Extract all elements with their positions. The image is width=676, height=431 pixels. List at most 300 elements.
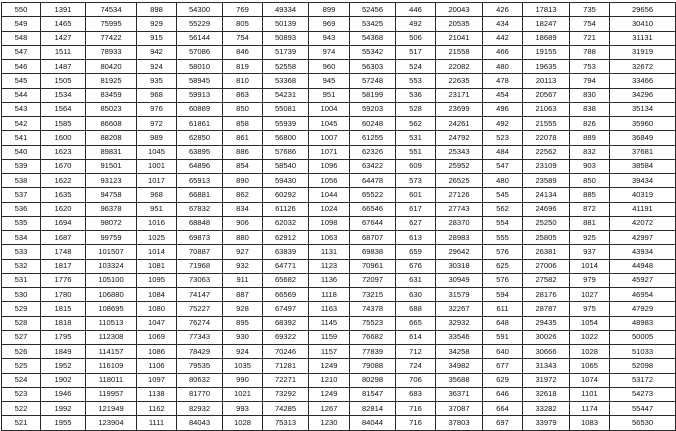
table-cell: 27582 <box>523 273 570 287</box>
table-cell: 61126 <box>263 202 309 216</box>
table-cell: 24696 <box>523 202 570 216</box>
table-cell: 23699 <box>436 102 483 116</box>
table-cell: 1902 <box>41 373 86 387</box>
table-cell: 544 <box>2 88 41 102</box>
table-cell: 1780 <box>41 288 86 302</box>
table-cell: 1084 <box>137 288 177 302</box>
table-cell: 541 <box>2 131 41 145</box>
table-cell: 524 <box>2 373 41 387</box>
table-cell: 32267 <box>436 302 483 316</box>
table-cell: 609 <box>396 159 436 173</box>
table-cell: 64896 <box>177 159 223 173</box>
table-cell: 25343 <box>436 145 483 159</box>
table-cell: 56303 <box>350 60 396 74</box>
table-cell: 895 <box>223 316 263 330</box>
table-cell: 55229 <box>177 17 223 31</box>
table-row <box>2 387 676 401</box>
table-cell: 101507 <box>86 245 137 259</box>
table-cell: 1670 <box>41 159 86 173</box>
table-cell: 1600 <box>41 131 86 145</box>
table-cell: 23171 <box>436 88 483 102</box>
table-cell: 627 <box>396 216 436 230</box>
table-cell: 951 <box>137 202 177 216</box>
table-cell: 484 <box>483 145 523 159</box>
table-cell: 832 <box>570 145 610 159</box>
table-cell: 925 <box>570 231 610 245</box>
table-cell: 30026 <box>523 330 570 344</box>
table-cell: 976 <box>137 102 177 116</box>
table-cell: 1748 <box>41 245 86 259</box>
table-cell: 826 <box>570 117 610 131</box>
table-cell: 22082 <box>436 60 483 74</box>
table-cell: 1136 <box>309 273 350 287</box>
table-cell: 60292 <box>263 188 309 202</box>
table-cell: 706 <box>396 373 436 387</box>
table-cell: 74378 <box>350 302 396 316</box>
table-cell: 525 <box>2 359 41 373</box>
table-cell: 108695 <box>86 302 137 316</box>
table-row <box>2 145 676 159</box>
table-cell: 80298 <box>350 373 396 387</box>
table-cell: 903 <box>570 159 610 173</box>
table-cell: 968 <box>137 88 177 102</box>
table-cell: 1065 <box>570 359 610 373</box>
table-cell: 562 <box>396 117 436 131</box>
table-cell: 850 <box>223 102 263 116</box>
table-cell: 73292 <box>263 387 309 401</box>
table-cell: 496 <box>483 102 523 116</box>
table-cell: 554 <box>483 216 523 230</box>
table-cell: 688 <box>396 302 436 316</box>
table-cell: 898 <box>137 3 177 17</box>
table-cell: 51739 <box>263 45 309 59</box>
table-cell: 1849 <box>41 345 86 359</box>
table-cell: 103324 <box>86 259 137 273</box>
table-cell: 506 <box>396 31 436 45</box>
table-row <box>2 288 676 302</box>
table-cell: 18247 <box>523 17 570 31</box>
table-cell: 33466 <box>610 74 676 88</box>
table-cell: 863 <box>223 88 263 102</box>
table-cell: 42072 <box>610 216 676 230</box>
table-cell: 45927 <box>610 273 676 287</box>
table-cell: 56530 <box>610 416 676 430</box>
table-cell: 106880 <box>86 288 137 302</box>
table-cell: 33282 <box>523 402 570 416</box>
table-cell: 960 <box>309 60 350 74</box>
table-cell: 77839 <box>350 345 396 359</box>
table-cell: 52098 <box>610 359 676 373</box>
table-cell: 81547 <box>350 387 396 401</box>
table-cell: 1045 <box>137 145 177 159</box>
table-row <box>2 373 676 387</box>
table-cell: 50893 <box>263 31 309 45</box>
table-cell: 551 <box>396 145 436 159</box>
table-cell: 66881 <box>177 188 223 202</box>
table-cell: 44948 <box>610 259 676 273</box>
table-row <box>2 159 676 173</box>
table-cell: 676 <box>396 259 436 273</box>
table-cell: 426 <box>483 3 523 17</box>
table-cell: 59913 <box>177 88 223 102</box>
table-cell: 28370 <box>436 216 483 230</box>
table-row <box>2 259 676 273</box>
table-cell: 57086 <box>177 45 223 59</box>
table-cell: 50005 <box>610 330 676 344</box>
table-cell: 555 <box>483 231 523 245</box>
table-cell: 105100 <box>86 273 137 287</box>
table-row <box>2 117 676 131</box>
table-cell: 62032 <box>263 216 309 230</box>
table-cell: 22562 <box>523 145 570 159</box>
table-cell: 91501 <box>86 159 137 173</box>
table-cell: 521 <box>2 416 41 430</box>
table-cell: 56144 <box>177 31 223 45</box>
table-cell: 88208 <box>86 131 137 145</box>
table-cell: 75313 <box>263 416 309 430</box>
table-cell: 83459 <box>86 88 137 102</box>
table-cell: 65522 <box>350 188 396 202</box>
table-cell: 665 <box>396 316 436 330</box>
table-cell: 1016 <box>137 216 177 230</box>
table-cell: 434 <box>483 17 523 31</box>
table-cell: 788 <box>570 45 610 59</box>
table-cell: 65913 <box>177 174 223 188</box>
table-cell: 85023 <box>86 102 137 116</box>
table-cell: 531 <box>396 131 436 145</box>
table-cell: 1047 <box>137 316 177 330</box>
table-cell: 75995 <box>86 17 137 31</box>
table-cell: 1101 <box>570 387 610 401</box>
table-cell: 58199 <box>350 88 396 102</box>
table-cell: 880 <box>223 231 263 245</box>
table-cell: 59203 <box>350 102 396 116</box>
table-cell: 1157 <box>309 345 350 359</box>
table-cell: 1817 <box>41 259 86 273</box>
table-cell: 721 <box>570 31 610 45</box>
table-cell: 648 <box>483 316 523 330</box>
table-cell: 27126 <box>436 188 483 202</box>
table-cell: 58010 <box>177 60 223 74</box>
table-cell: 74534 <box>86 3 137 17</box>
table-cell: 33979 <box>523 416 570 430</box>
table-cell: 84044 <box>350 416 396 430</box>
table-cell: 1505 <box>41 74 86 88</box>
table-cell: 601 <box>396 188 436 202</box>
table-cell: 534 <box>2 231 41 245</box>
table-cell: 1622 <box>41 174 86 188</box>
table-cell: 724 <box>396 359 436 373</box>
table-cell: 26381 <box>523 245 570 259</box>
table-cell: 94758 <box>86 188 137 202</box>
table-cell: 542 <box>2 117 41 131</box>
table-cell: 617 <box>396 202 436 216</box>
table-cell: 53172 <box>610 373 676 387</box>
table-cell: 79535 <box>177 359 223 373</box>
table-cell: 34258 <box>436 345 483 359</box>
table-row <box>2 245 676 259</box>
table-cell: 1795 <box>41 330 86 344</box>
table-row <box>2 273 676 287</box>
table-cell: 25805 <box>523 231 570 245</box>
table-cell: 36849 <box>610 131 676 145</box>
table-cell: 573 <box>396 174 436 188</box>
table-cell: 27743 <box>436 202 483 216</box>
table-cell: 80420 <box>86 60 137 74</box>
table-cell: 116109 <box>86 359 137 373</box>
table-cell: 17813 <box>523 3 570 17</box>
table-cell: 32618 <box>523 387 570 401</box>
table-row <box>2 202 676 216</box>
table-cell: 49334 <box>263 3 309 17</box>
table-cell: 529 <box>2 302 41 316</box>
table-cell: 63895 <box>177 145 223 159</box>
table-cell: 72097 <box>350 273 396 287</box>
table-cell: 25952 <box>436 159 483 173</box>
score-table <box>1 2 676 431</box>
table-row <box>2 345 676 359</box>
table-cell: 31579 <box>436 288 483 302</box>
table-cell: 819 <box>223 60 263 74</box>
table-cell: 60889 <box>177 102 223 116</box>
table-cell: 543 <box>2 102 41 116</box>
table-cell: 31919 <box>610 45 676 59</box>
table-cell: 576 <box>483 245 523 259</box>
table-cell: 594 <box>483 288 523 302</box>
table-cell: 1955 <box>41 416 86 430</box>
table-cell: 546 <box>2 60 41 74</box>
table-cell: 78429 <box>177 345 223 359</box>
table-cell: 30949 <box>436 273 483 287</box>
table-cell: 972 <box>137 117 177 131</box>
table-cell: 753 <box>570 60 610 74</box>
table-cell: 535 <box>2 216 41 230</box>
table-cell: 1123 <box>309 259 350 273</box>
table-cell: 993 <box>223 402 263 416</box>
table-cell: 805 <box>223 17 263 31</box>
table-cell: 71281 <box>263 359 309 373</box>
table-cell: 539 <box>2 159 41 173</box>
table-cell: 480 <box>483 174 523 188</box>
table-cell: 858 <box>223 117 263 131</box>
table-cell: 990 <box>223 373 263 387</box>
table-cell: 65682 <box>263 273 309 287</box>
table-cell: 442 <box>483 31 523 45</box>
table-cell: 1952 <box>41 359 86 373</box>
table-cell: 646 <box>483 387 523 401</box>
table-cell: 659 <box>396 245 436 259</box>
table-cell: 32672 <box>610 60 676 74</box>
table-cell: 1069 <box>137 330 177 344</box>
table-cell: 872 <box>570 202 610 216</box>
table-cell: 70887 <box>177 245 223 259</box>
table-cell: 1564 <box>41 102 86 116</box>
table-cell: 1159 <box>309 330 350 344</box>
table-cell: 24792 <box>436 131 483 145</box>
table-cell: 924 <box>223 345 263 359</box>
table-cell: 536 <box>2 202 41 216</box>
table-cell: 58945 <box>177 74 223 88</box>
table-cell: 1230 <box>309 416 350 430</box>
table-cell: 32932 <box>436 316 483 330</box>
table-cell: 523 <box>2 387 41 401</box>
table-cell: 932 <box>223 259 263 273</box>
table-cell: 64771 <box>263 259 309 273</box>
table-cell: 62850 <box>177 131 223 145</box>
table-cell: 1022 <box>570 330 610 344</box>
table-cell: 664 <box>483 402 523 416</box>
table-row <box>2 316 676 330</box>
table-cell: 1249 <box>309 387 350 401</box>
table-cell: 22635 <box>436 74 483 88</box>
table-cell: 37087 <box>436 402 483 416</box>
table-cell: 526 <box>2 345 41 359</box>
table-cell: 37803 <box>436 416 483 430</box>
table-row <box>2 102 676 116</box>
table-cell: 70246 <box>263 345 309 359</box>
table-cell: 1267 <box>309 402 350 416</box>
table-cell: 80632 <box>177 373 223 387</box>
table-row <box>2 231 676 245</box>
table-cell: 1086 <box>137 345 177 359</box>
table-cell: 528 <box>2 316 41 330</box>
table-cell: 974 <box>309 45 350 59</box>
table-row <box>2 45 676 59</box>
table-cell: 118011 <box>86 373 137 387</box>
table-cell: 69322 <box>263 330 309 344</box>
table-cell: 23109 <box>523 159 570 173</box>
table-cell: 1007 <box>309 131 350 145</box>
table-cell: 989 <box>137 131 177 145</box>
table-cell: 754 <box>223 31 263 45</box>
table-cell: 28176 <box>523 288 570 302</box>
table-row <box>2 174 676 188</box>
table-cell: 79088 <box>350 359 396 373</box>
table-row <box>2 3 676 17</box>
table-cell: 906 <box>223 216 263 230</box>
table-cell: 121949 <box>86 402 137 416</box>
table-cell: 975 <box>570 302 610 316</box>
table-cell: 54273 <box>610 387 676 401</box>
table-cell: 527 <box>2 330 41 344</box>
table-cell: 73215 <box>350 288 396 302</box>
table-cell: 1163 <box>309 302 350 316</box>
table-cell: 889 <box>570 131 610 145</box>
table-cell: 53368 <box>263 74 309 88</box>
table-row <box>2 330 676 344</box>
table-cell: 1054 <box>570 316 610 330</box>
table-cell: 81770 <box>177 387 223 401</box>
table-cell: 899 <box>309 3 350 17</box>
table-cell: 19635 <box>523 60 570 74</box>
table-row <box>2 31 676 45</box>
table-row <box>2 188 676 202</box>
table-cell: 712 <box>396 345 436 359</box>
table-cell: 1427 <box>41 31 86 45</box>
table-cell: 39434 <box>610 174 676 188</box>
table-cell: 1014 <box>570 259 610 273</box>
table-cell: 1096 <box>309 159 350 173</box>
table-cell: 51033 <box>610 345 676 359</box>
table-cell: 70961 <box>350 259 396 273</box>
table-cell: 75227 <box>177 302 223 316</box>
table-cell: 56800 <box>263 131 309 145</box>
table-cell: 21555 <box>523 117 570 131</box>
table-cell: 1818 <box>41 316 86 330</box>
table-cell: 67644 <box>350 216 396 230</box>
table-cell: 74147 <box>177 288 223 302</box>
table-cell: 21558 <box>436 45 483 59</box>
table-cell: 66569 <box>263 288 309 302</box>
table-cell: 1027 <box>570 288 610 302</box>
table-cell: 61255 <box>350 131 396 145</box>
table-cell: 123904 <box>86 416 137 430</box>
table-cell: 55081 <box>263 102 309 116</box>
table-cell: 46954 <box>610 288 676 302</box>
table-body <box>2 3 676 431</box>
table-row <box>2 131 676 145</box>
table-cell: 55939 <box>263 117 309 131</box>
table-cell: 62912 <box>263 231 309 245</box>
table-cell: 887 <box>223 288 263 302</box>
table-cell: 98072 <box>86 216 137 230</box>
table-cell: 881 <box>570 216 610 230</box>
table-cell: 20535 <box>436 17 483 31</box>
table-cell: 67832 <box>177 202 223 216</box>
table-cell: 48983 <box>610 316 676 330</box>
table-cell: 677 <box>483 359 523 373</box>
table-cell: 1071 <box>309 145 350 159</box>
table-cell: 1017 <box>137 174 177 188</box>
table-cell: 550 <box>2 3 41 17</box>
table-cell: 1025 <box>137 231 177 245</box>
table-row <box>2 216 676 230</box>
table-cell: 716 <box>396 416 436 430</box>
table-cell: 1391 <box>41 3 86 17</box>
table-cell: 76274 <box>177 316 223 330</box>
table-cell: 531 <box>2 273 41 287</box>
table-cell: 480 <box>483 60 523 74</box>
table-cell: 1045 <box>309 117 350 131</box>
table-cell: 23589 <box>523 174 570 188</box>
table-cell: 64478 <box>350 174 396 188</box>
table-cell: 1131 <box>309 245 350 259</box>
table-cell: 29656 <box>610 3 676 17</box>
table-cell: 19155 <box>523 45 570 59</box>
table-cell: 538 <box>2 174 41 188</box>
table-cell: 1063 <box>309 231 350 245</box>
table-row <box>2 402 676 416</box>
table-cell: 81925 <box>86 74 137 88</box>
table-cell: 528 <box>396 102 436 116</box>
table-cell: 34982 <box>436 359 483 373</box>
table-cell: 547 <box>483 159 523 173</box>
table-cell: 57686 <box>263 145 309 159</box>
table-cell: 1056 <box>309 174 350 188</box>
table-cell: 63422 <box>350 159 396 173</box>
table-cell: 886 <box>223 145 263 159</box>
table-cell: 885 <box>570 188 610 202</box>
table-cell: 66546 <box>350 202 396 216</box>
table-cell: 30666 <box>523 345 570 359</box>
table-cell: 1074 <box>570 373 610 387</box>
table-cell: 630 <box>396 288 436 302</box>
table-cell: 697 <box>483 416 523 430</box>
table-cell: 110513 <box>86 316 137 330</box>
table-cell: 631 <box>396 273 436 287</box>
table-cell: 1044 <box>309 188 350 202</box>
table-cell: 30318 <box>436 259 483 273</box>
